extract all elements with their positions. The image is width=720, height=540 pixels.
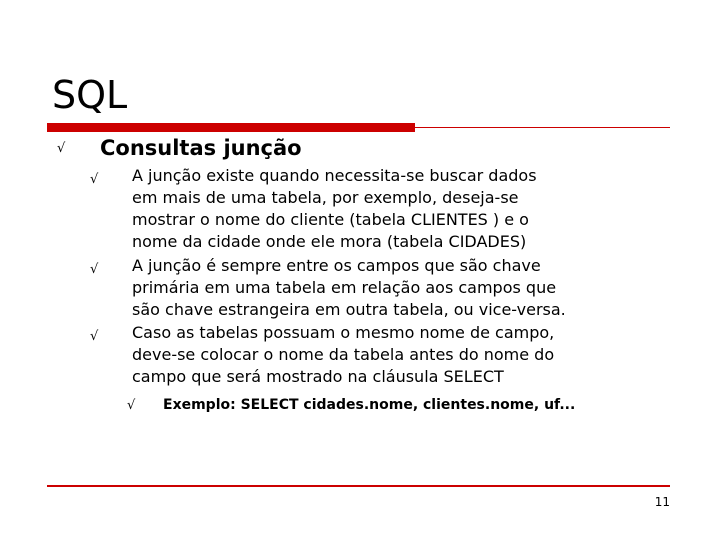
bullet-line: campo que será mostrado na cláusula SELECT (132, 367, 504, 386)
bullet-point (132, 165, 692, 253)
footer-rule (47, 485, 670, 487)
slide-title: SQL (52, 73, 128, 117)
bullet-line: são chave estrangeira em outra tabela, ou vice-versa. (132, 300, 566, 319)
bullet-line: primária em uma tabela em relação aos campos que (132, 278, 557, 297)
title-underline-line (415, 127, 670, 128)
check-bullet-icon: √ (90, 262, 99, 277)
bullet-line: em mais de uma tabela, por exemplo, deseja-se (132, 188, 519, 207)
bullet-line: deve-se colocar o nome da tabela antes do nome do (132, 345, 555, 364)
sub-bullet-point: Exemplo: SELECT cidades.nome, clientes.nome, uf... (163, 397, 576, 413)
section-heading: Consultas junção (100, 136, 302, 160)
bullet-line: Caso as tabelas possuam o mesmo nome de campo, (132, 323, 555, 342)
check-bullet-icon: √ (90, 329, 99, 344)
title-underline-bar (47, 123, 415, 132)
bullet-point (132, 255, 692, 321)
bullet-line: nome da cidade onde ele mora (tabela CIDADES) (132, 232, 527, 251)
bullet-line: A junção é sempre entre os campos que são chave (132, 256, 541, 275)
page-number: 11 (654, 495, 670, 509)
check-bullet-icon: √ (57, 141, 66, 156)
check-bullet-icon: √ (127, 398, 136, 413)
bullet-line: A junção existe quando necessita-se buscar dados (132, 166, 537, 185)
bullet-line: mostrar o nome do cliente (tabela CLIENTES ) e o (132, 210, 529, 229)
check-bullet-icon: √ (90, 172, 99, 187)
bullet-point (132, 322, 692, 388)
